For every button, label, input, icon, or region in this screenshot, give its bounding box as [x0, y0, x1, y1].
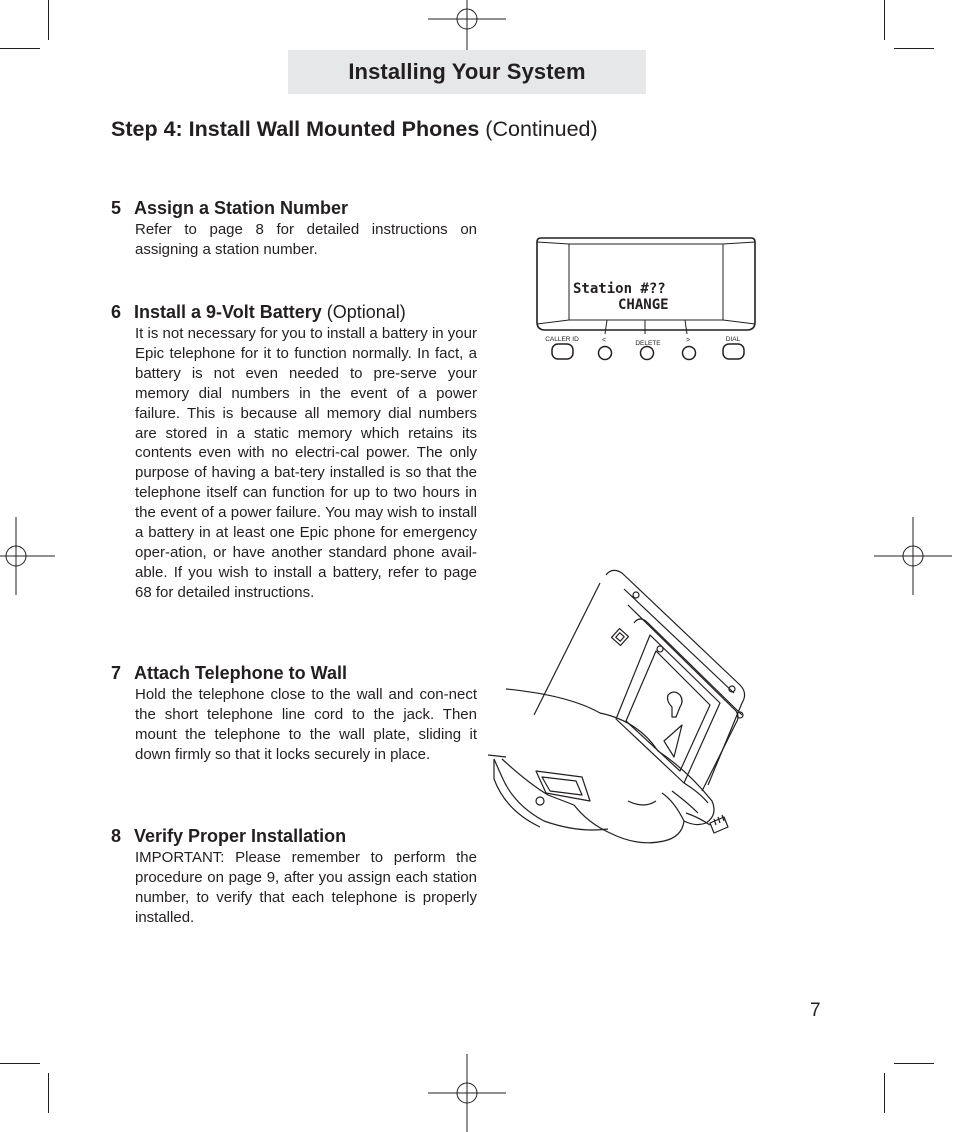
- crop-mark: [894, 48, 934, 49]
- section-title: Assign a Station Number: [134, 198, 349, 218]
- section-heading: [111, 300, 477, 324]
- section-header-title: Installing Your System: [348, 59, 586, 84]
- crop-mark: [0, 48, 40, 49]
- crop-mark: [48, 1073, 49, 1113]
- section-heading: [111, 661, 477, 685]
- section-header-band: [288, 50, 646, 94]
- section-title: Install a 9-Volt Battery: [134, 302, 322, 322]
- lcd-line-2: CHANGE: [618, 297, 669, 313]
- crop-mark: [0, 1063, 40, 1064]
- step-title: Step 4: Install Wall Mounted Phones: [111, 117, 480, 141]
- section-body: It is not necessary for you to install a battery in your Epic telephone for it to function normally. In fact, a battery is not even needed to pre-serve your memory dial numbers in the event of a power failure. This is because all memory dial numbers are stored in a static memory which retains its contents even with no electri-cal power. The only purpose of having a bat-tery installed is so that the telephone itself can function for up to two hours in the event of a power failure. You may wish to install a battery in at least one Epic phone for emergency oper-ation, or have another standard phone avail-able. If you wish to install a battery, refer to page 68 for detailed instructions.: [135, 325, 477, 601]
- section-number: 8: [111, 826, 122, 846]
- section-number: 7: [111, 663, 122, 683]
- section-body: IMPORTANT: Please remember to perform the procedure on page 9, after you assign each station number, to verify that each telephone is properly installed.: [135, 849, 477, 926]
- section-note: (Optional): [321, 302, 406, 322]
- section-assign-station-number: [111, 196, 477, 275]
- key-label-left: <: [601, 337, 607, 344]
- lcd-line-1: Station #??: [573, 281, 666, 297]
- left-arrow-key: [599, 347, 612, 360]
- key-label-dial: DIAL: [725, 336, 741, 343]
- key-label-caller-id: CALLER ID: [545, 336, 579, 343]
- wall-mount-illustration: [488, 565, 760, 855]
- registration-mark-bottom: [428, 1054, 506, 1132]
- section-body: Refer to page 8 for detailed instructions on assigning a station number.: [135, 221, 477, 258]
- section-title: Attach Telephone to Wall: [134, 663, 348, 683]
- crop-mark: [48, 0, 49, 40]
- section-install-battery: [111, 300, 477, 618]
- section-heading: [111, 824, 477, 848]
- key-label-right: >: [685, 337, 691, 344]
- section-number: 5: [111, 198, 122, 218]
- step-suffix: (Continued): [479, 117, 598, 141]
- crop-mark: [884, 0, 885, 40]
- section-verify-installation: [111, 824, 477, 943]
- registration-mark-right: [874, 517, 952, 595]
- registration-mark-left: [0, 517, 55, 595]
- step-heading: [111, 117, 598, 142]
- section-body: Hold the telephone close to the wall and con-nect the short telephone line cord to the jack. Then mount the telephone to the wall plate, sliding it down firmly so that it locks securely in place.: [135, 686, 477, 763]
- right-arrow-key: [683, 347, 696, 360]
- section-title: Verify Proper Installation: [134, 826, 347, 846]
- dial-key: [723, 344, 744, 359]
- crop-mark: [884, 1073, 885, 1113]
- key-label-delete: DELETE: [635, 340, 661, 347]
- section-attach-to-wall: [111, 661, 477, 780]
- lcd-display-illustration: [533, 234, 761, 364]
- section-number: 6: [111, 302, 122, 322]
- delete-key: [641, 347, 654, 360]
- crop-mark: [894, 1063, 934, 1064]
- section-heading: [111, 196, 477, 220]
- caller-id-key: [552, 344, 573, 359]
- page-number: 7: [810, 1000, 821, 1021]
